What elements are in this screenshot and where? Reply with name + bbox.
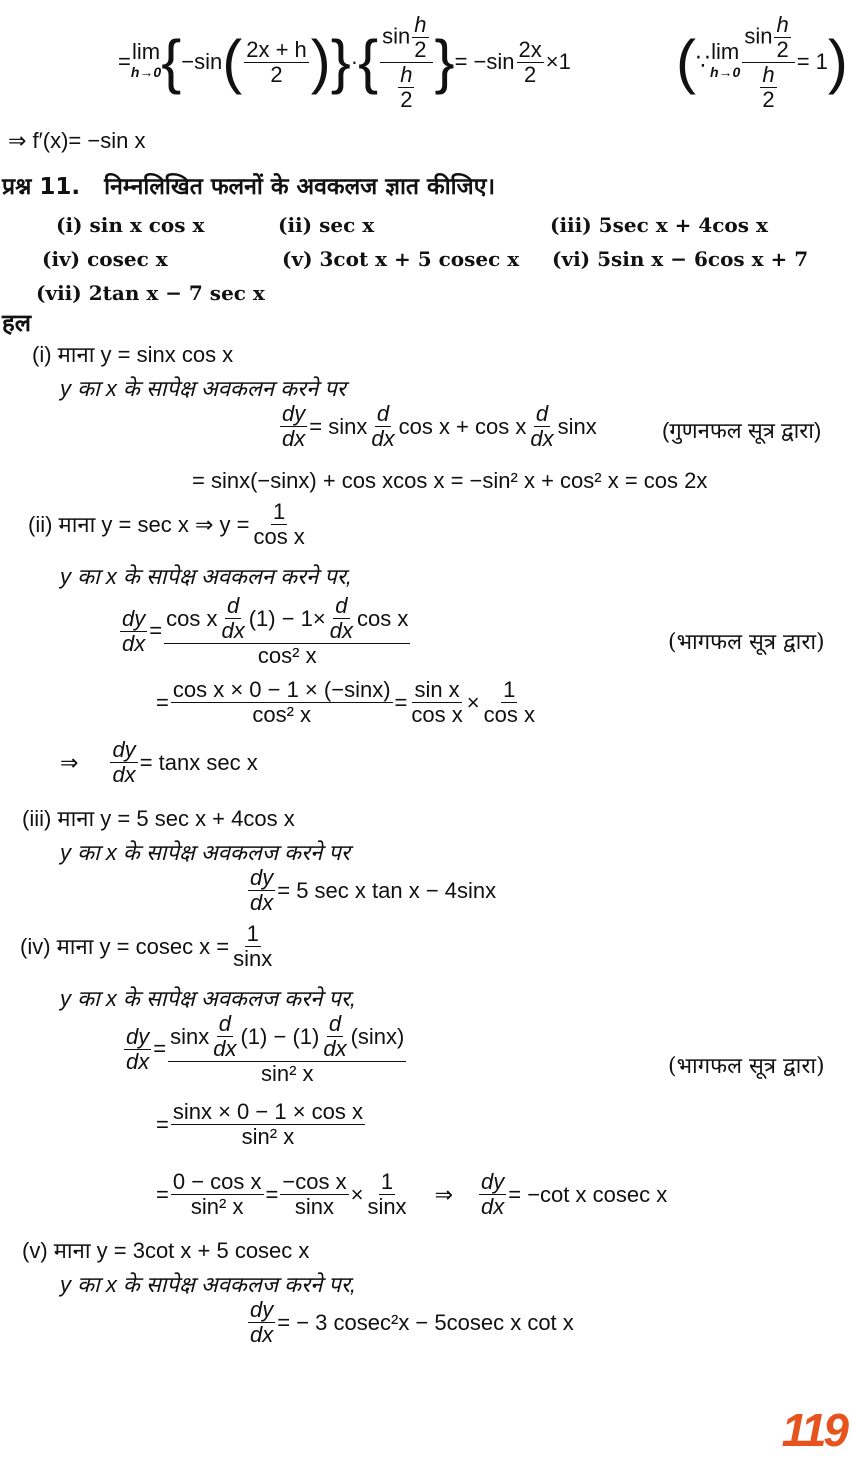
- quotient-rule-note: (भागफल सूत्र द्वारा): [668, 1054, 825, 1079]
- fraction-2x-plus-h: $\frac{2x + h}{2}$: [246, 36, 307, 87]
- question-item: (iv) cosec x: [42, 247, 168, 271]
- part-i-result: = sinx(−sinx) + cos xcos x = −sin² x + cos² x = cos 2x: [192, 468, 708, 493]
- part-ii-step: = $\frac{\text{cos x × 0 − 1 × (−sinx)}}{\text{cos² x}}$ = $\frac{\text{sin x}}{\text{cos x}}$ × $\frac{1}{\text{cos x}}$: [156, 677, 535, 727]
- fraction-2x-over-2: $\frac{2x}{2}$: [518, 36, 542, 87]
- question-item: (i) sin x cos x: [56, 213, 205, 237]
- limit-identity-note: ( ∵ lim h→0 sin $\frac{h}{2}$ $\frac{h}{2}$ = 1 ): [676, 11, 848, 112]
- product-rule-note: (गुणनफल सूत्र द्वारा): [662, 418, 822, 443]
- question-item: (vi) 5sin x − 6cos x + 7: [552, 247, 809, 271]
- solution-heading: हल: [2, 309, 32, 337]
- part-iii-result: $\frac{dy}{dx}$ = 5 sec x tan x − 4sinx: [250, 865, 497, 915]
- question-item: (vii) 2tan x − 7 sec x: [36, 281, 265, 305]
- question-item: (ii) sec x: [278, 213, 375, 237]
- part-v-diff-text: y का x के सापेक्ष अवकलज करने पर,: [60, 1272, 357, 1297]
- part-iv-let: (iv) माना y = cosec x = $\frac{1}{\sin x}$: [20, 921, 273, 971]
- question-heading: प्रश्न 11. निम्नलिखित फलनों के अवकलज ज्ञात कीजिए।: [2, 174, 496, 200]
- question-item: (v) 3cot x + 5 cosec x: [282, 247, 520, 271]
- part-iv-derivative: $\frac{dy}{dx}$ = sinx $\frac{d}{dx}$ (1) − (1) $\frac{d}{dx}$ (sinx) sin² x: [126, 1011, 405, 1086]
- part-iv-result: = $\frac{\text{0 − cos x}}{\text{sin² x}}$ = $\frac{\text{−cos x}}{\sin x}$ × $\frac{1}{\sin x}$ ⇒ $\frac{dy}{dx}$ = −cot x cosec x: [156, 1169, 668, 1219]
- part-ii-let: (ii) माना y = sec x ⇒ y = $\frac{1}{\text{cos x}}$: [28, 499, 305, 549]
- part-ii-result: ⇒ $\frac{dy}{dx}$ = tanx sec x: [60, 737, 258, 787]
- part-i-derivative: $\frac{dy}{dx}$ = sinx $\frac{d}{dx}$ cos x + cos x $\frac{d}{dx}$ sinx: [282, 401, 597, 451]
- part-iv-diff-text: y का x के सापेक्ष अवकलज करने पर,: [60, 986, 357, 1011]
- part-ii-diff-text: y का x के सापेक्ष अवकलन करने पर,: [60, 564, 352, 589]
- part-i-let: (i) माना y = sinx cos x: [32, 342, 234, 367]
- page-number: 119: [781, 1404, 846, 1456]
- part-v-result: $\frac{dy}{dx}$ = − 3 cosec²x − 5cosec x cot x: [250, 1297, 574, 1347]
- part-i-diff-text: y का x के सापेक्ष अवकलन करने पर: [60, 376, 346, 401]
- question-item: (iii) 5sec x + 4cos x: [550, 213, 768, 237]
- part-iii-diff-text: y का x के सापेक्ष अवकलज करने पर: [60, 840, 350, 865]
- part-ii-derivative: $\frac{dy}{dx}$ = cos x $\frac{d}{dx}$ (1) − 1× $\frac{d}{dx}$ cos x cos² x: [122, 593, 409, 668]
- lim-operator: lim h→0: [130, 39, 162, 80]
- part-iv-step: = $\frac{\text{sinx × 0 − 1 × cos x}}{\text{sin² x}}$: [156, 1099, 364, 1149]
- quotient-rule-note: (भागफल सूत्र द्वारा): [668, 630, 825, 655]
- part-v-let: (v) माना y = 3cot x + 5 cosec x: [22, 1238, 310, 1263]
- fraction-sin-h-over-2: sin $\frac{h}{2}$ $\frac{h}{2}$: [380, 13, 432, 112]
- fprime-result: ⇒ f′(x)= −sin x: [8, 128, 146, 153]
- part-iii-let: (iii) माना y = 5 sec x + 4cos x: [22, 806, 295, 831]
- limit-equation: = lim h→0 { −sin ( $\frac{2x + h}{2}$ ) } · { sin $\frac{h}{2}$ $\frac{h}{2}$ } = −sin $\frac{2x}{2}$ ×1: [118, 11, 571, 112]
